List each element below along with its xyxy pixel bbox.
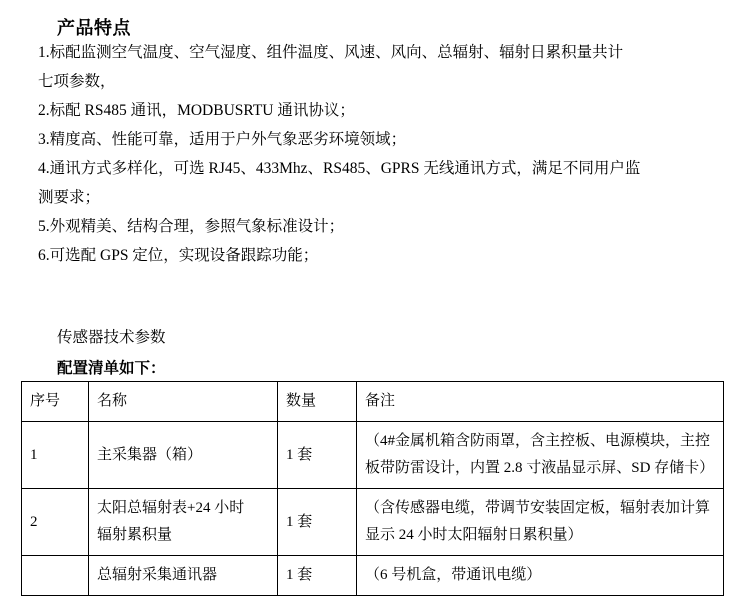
configuration-table [21, 381, 724, 596]
column-header-name: 名称 [89, 382, 278, 422]
column-header-remark: 备注 [357, 382, 724, 422]
feature-line: 2.标配 RS485 通讯，MODBUSRTU 通讯协议； [38, 102, 355, 119]
feature-line: 1.标配监测空气温度、空气湿度、组件温度、风速、风向、总辐射、辐射日累积量共计 [38, 44, 624, 61]
cell-name-line: 太阳总辐射表+24 小时 [97, 500, 245, 516]
cell-remark: （6 号机盒，带通讯电缆） [357, 556, 724, 596]
cell-name: 总辐射采集通讯器 [89, 556, 278, 596]
cell-qty: 1 套 [278, 422, 357, 489]
cell-name-line: 辐射累积量 [97, 527, 173, 543]
table-header-row [22, 382, 724, 422]
feature-line: 测要求； [38, 189, 101, 206]
cell-remark-line: 显示 24 小时太阳辐射日累积量） [365, 527, 583, 543]
cell-remark-line: （4#金属机箱含防雨罩，含主控板、电源模块，主控 [365, 433, 711, 449]
cell-seq: 2 [22, 489, 89, 556]
feature-line: 4.通讯方式多样化，可选 RJ45、433Mhz、RS485、GPRS 无线通讯方式，满足不同用户监 [38, 160, 641, 177]
features-list [38, 38, 698, 270]
cell-remark-line: 板带防雷设计，内置 2.8 寸液晶显示屏、SD 存储卡） [365, 460, 715, 476]
feature-line: 6.可选配 GPS 定位，实现设备跟踪功能； [38, 247, 319, 264]
feature-line: 七项参数， [38, 73, 116, 90]
page-title: 产品特点 [57, 18, 131, 38]
cell-name: 主采集器（箱） [89, 422, 278, 489]
cell-remark [357, 489, 724, 556]
cell-qty: 1 套 [278, 556, 357, 596]
table-row [22, 489, 724, 556]
sensor-params-label: 传感器技术参数 [57, 329, 166, 346]
column-header-seq: 序号 [22, 382, 89, 422]
cell-name [89, 489, 278, 556]
cell-seq: 1 [22, 422, 89, 489]
table-row [22, 422, 724, 489]
feature-line: 3.精度高、性能可靠，适用于户外气象恶劣环境领域； [38, 131, 407, 148]
config-list-label: 配置清单如下： [57, 360, 166, 377]
cell-remark [357, 422, 724, 489]
cell-remark-line: （含传感器电缆，带调节安装固定板，辐射表加计算 [365, 500, 711, 516]
cell-qty: 1 套 [278, 489, 357, 556]
column-header-qty: 数量 [278, 382, 357, 422]
feature-line: 5.外观精美、结构合理，参照气象标准设计； [38, 218, 345, 235]
